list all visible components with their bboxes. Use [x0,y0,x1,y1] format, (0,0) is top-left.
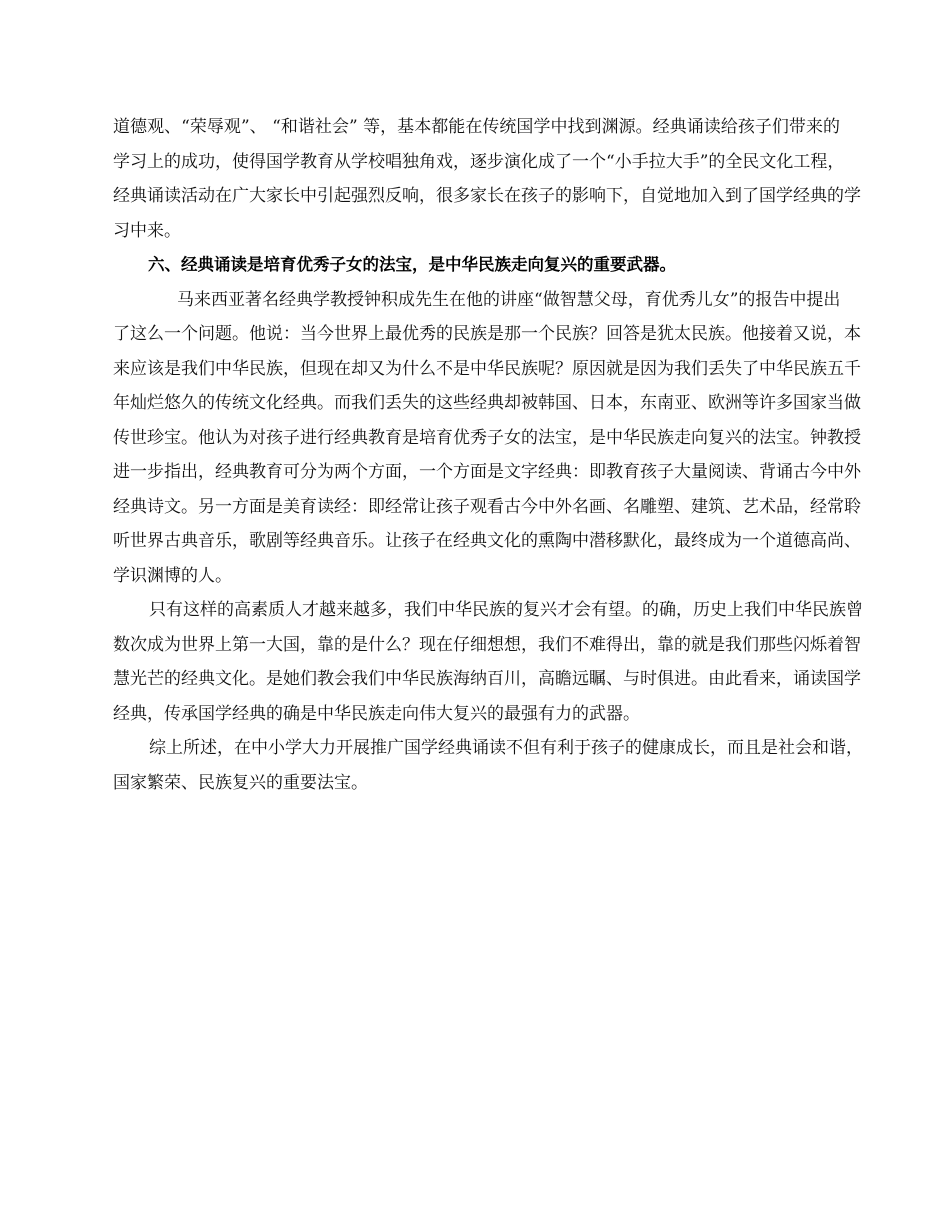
text-line: 习中来。 [113,220,181,241]
paragraph-national-revival [113,593,863,731]
paragraph-continuation [113,110,861,248]
text-line: 学识渊博的人。 [113,565,232,586]
section-heading: 六、经典诵读是培育优秀子女的法宝，是中华民族走向复兴的重要武器。 [148,255,676,274]
text-line: 综上所述，在中小学大力开展推广国学经典诵读不但有利于孩子的健康成长，而且是社会和谐， [149,738,863,758]
text-line: 国家繁荣、民族复兴的重要法宝。 [113,772,368,793]
text-line: 年灿烂悠久的传统文化经典。而我们丢失的这些经典却被韩国、日本，东南亚、欧洲等许多国家当做 [113,393,861,413]
text-line: 马来西亚著名经典学教授钟积成先生在他的讲座“做智慧父母，育优秀儿女”的报告中提出 [177,289,841,310]
paragraph-conclusion [113,731,863,800]
text-line: 传世珍宝。他认为对孩子进行经典教育是培育优秀子女的法宝，是中华民族走向复兴的法宝。钟教授 [113,427,861,448]
text-line: 数次成为世界上第一大国，靠的是什么？现在仔细想想，我们不难得出，靠的就是我们那些闪烁着智 [113,634,861,655]
text-line: 经典诗文。另一方面是美育读经：即经常让孩子观看古今中外名画、名雕塑、建筑、艺术品，经常聆 [113,496,861,517]
text-line: 道德观、“荣辱观”、 “和谐社会” 等，基本都能在传统国学中找到渊源。经典诵读给孩子们带来的 [113,117,840,137]
text-line: 进一步指出，经典教育可分为两个方面，一个方面是文字经典：即教育孩子大量阅读、背诵古今中外 [113,462,861,482]
document-body [113,110,863,800]
text-line: 经典，传承国学经典的确是中华民族走向伟大复兴的最强有力的武器。 [113,703,640,724]
text-line: 慧光芒的经典文化。是她们教会我们中华民族海纳百川，高瞻远瞩、与时俱进。由此看来，诵读国学 [113,669,861,689]
paragraph-professor-quote [113,283,861,594]
text-line: 只有这样的高素质人才越来越多，我们中华民族的复兴才会有望。的确，历史上我们中华民族曾 [149,600,863,620]
text-line: 学习上的成功，使得国学教育从学校唱独角戏，逐步演化成了一个“小手拉大手”的全民文化工程， [113,151,845,172]
text-line: 经典诵读活动在广大家长中引起强烈反响，很多家长在孩子的影响下，自觉地加入到了国学经典的学 [113,186,861,206]
text-line: 来应该是我们中华民族，但现在却又为什么不是中华民族呢？原因就是因为我们丢失了中华民族五千 [113,358,861,379]
text-line: 听世界古典音乐，歌剧等经典音乐。让孩子在经典文化的熏陶中潜移默化，最终成为一个道德高尚、 [113,531,861,551]
text-line: 了这么一个问题。他说：当今世界上最优秀的民族是那一个民族？回答是犹太民族。他接着又说，本 [113,324,861,344]
